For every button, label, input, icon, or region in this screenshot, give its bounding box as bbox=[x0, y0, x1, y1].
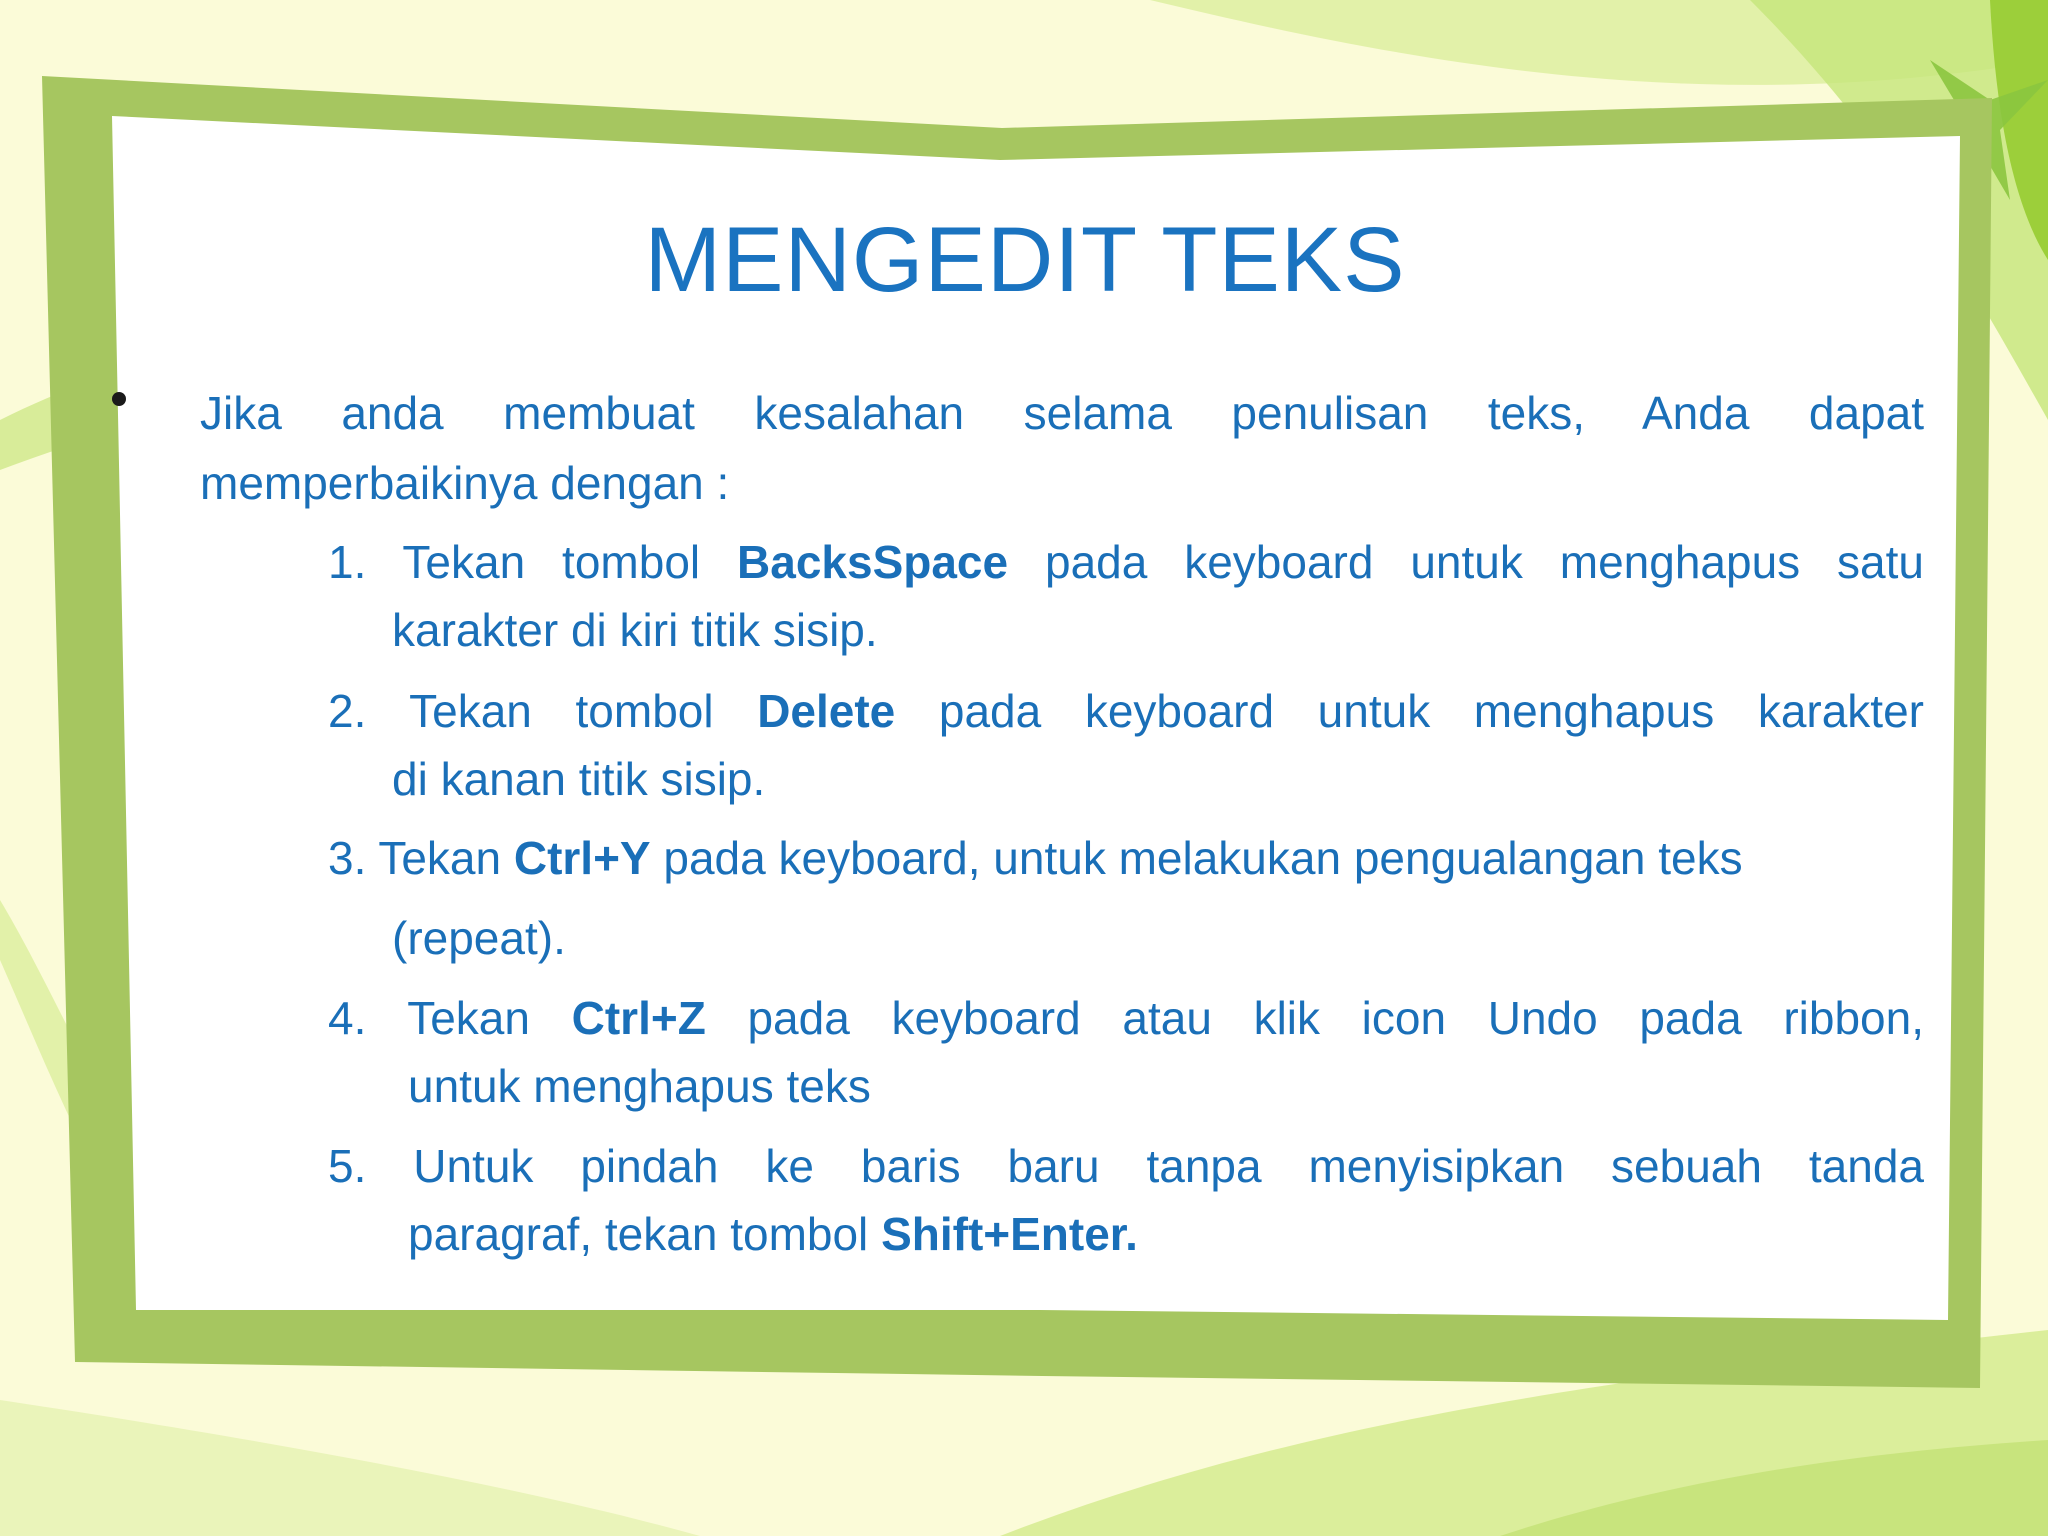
list-item-4: 4. Tekan Ctrl+Z pada keyboard atau klik icon Undo pada ribbon, bbox=[328, 992, 1925, 1044]
list-item-3: 3. Tekan Ctrl+Y pada keyboard, untuk melakukan pengualangan teks bbox=[328, 832, 1743, 884]
list-item-5-cont: paragraf, tekan tombol Shift+Enter. bbox=[408, 1208, 1138, 1260]
key-ctrl-z: Ctrl+Z bbox=[571, 992, 706, 1044]
slide-title: MENGEDIT TEKS bbox=[644, 209, 1406, 311]
list-item-1-cont: karakter di kiri titik sisip. bbox=[392, 604, 878, 656]
list-item-4-cont: untuk menghapus teks bbox=[408, 1060, 871, 1112]
key-ctrl-y: Ctrl+Y bbox=[513, 832, 651, 884]
list-item-1: 1. Tekan tombol BacksSpace pada keyboard untuk menghapus satu bbox=[328, 536, 1924, 588]
list-item-5: 5. Untuk pindah ke baris baru tanpa menyisipkan sebuah tanda bbox=[328, 1140, 1924, 1192]
intro-line-1: Jika anda membuat kesalahan selama penulisan teks, Anda dapat bbox=[200, 387, 1925, 439]
list-item-3-cont: (repeat). bbox=[392, 912, 566, 964]
key-delete: Delete bbox=[757, 685, 896, 737]
key-shift-enter: Shift+Enter. bbox=[881, 1208, 1138, 1260]
intro-line-2: memperbaikinya dengan : bbox=[200, 457, 730, 509]
list-item-2-cont: di kanan titik sisip. bbox=[392, 753, 766, 805]
key-backspace: BacksSpace bbox=[737, 536, 1009, 588]
bullet-dot-icon bbox=[112, 392, 126, 406]
list-item-2: 2. Tekan tombol Delete pada keyboard untuk menghapus karakter bbox=[328, 685, 1924, 737]
